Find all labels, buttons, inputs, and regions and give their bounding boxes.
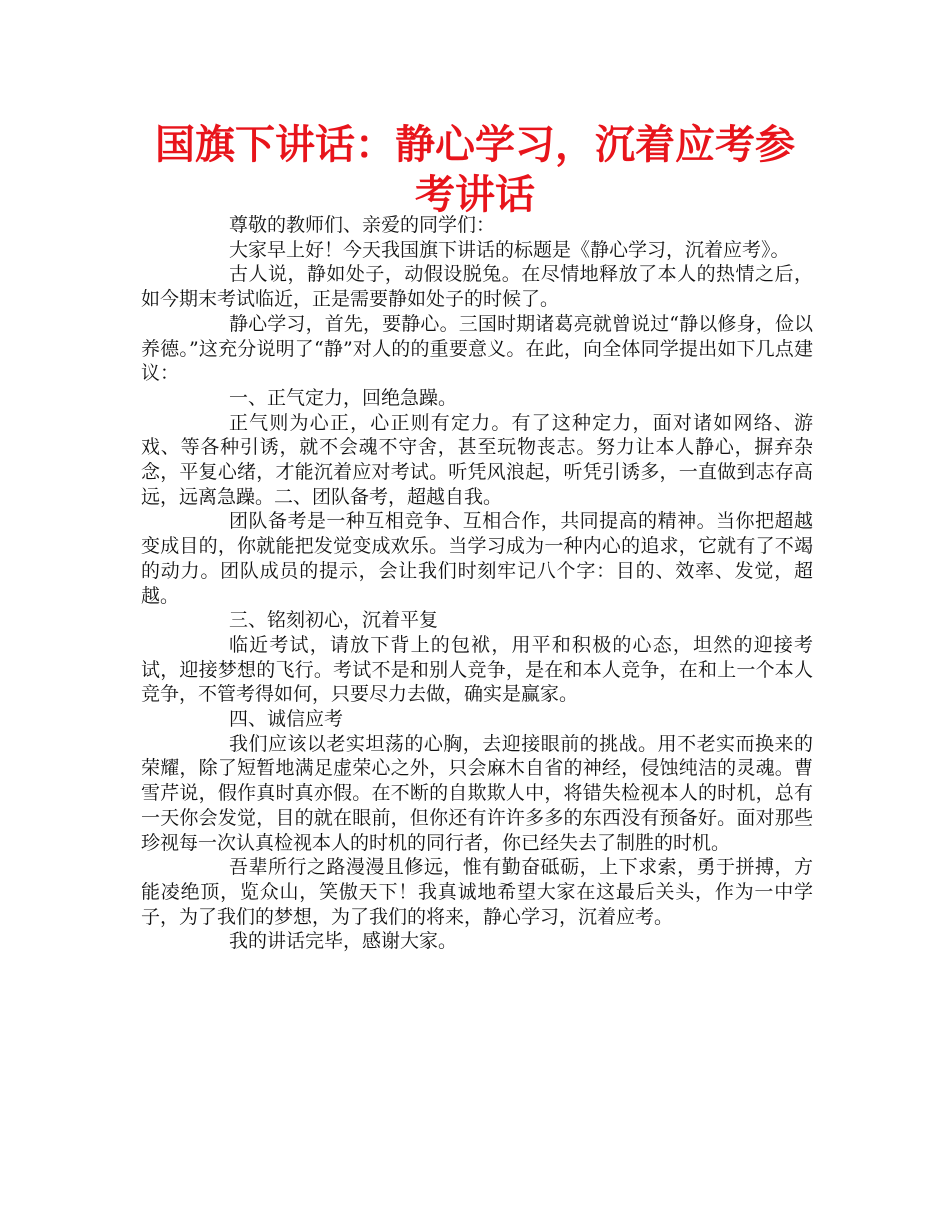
paragraph-heading-1: 一、正气定力，回绝急躁。 <box>229 386 458 409</box>
paragraph-section-2: 团队备考是一种互相竞争、互相合作，共同提高的精神。当你把超越变成目的，你就能把发觉变成欢乐。当学习成为一种内心的追求，它就有了不竭的动力。团队成员的提示，会让我们时刻牢记八个字：目的、效率、发觉，超越。 <box>141 510 813 607</box>
paragraph-section-4: 我们应该以老实坦荡的心胸，去迎接眼前的挑战。用不老实而换来的荣耀，除了短暂地满足虚荣心之外，只会麻木自省的神经，侵蚀纯洁的灵魂。曹雪芹说，假作真时真亦假。在不断的自欺欺人中，将错失检视本人的时机，总有一天你会发觉，目的就在眼前，但你还有许许多多的东西没有预备好。面对那些珍视每一次认真检视本人的时机的同行者，你已经失去了制胜的时机。 <box>141 732 813 854</box>
document-title: 国旗下讲话：静心学习，沉着应考参考讲话 <box>155 122 795 218</box>
paragraph-closing: 我的讲话完毕，感谢大家。 <box>229 930 458 953</box>
paragraph-section-1: 正气则为心正，心正则有定力。有了这种定力，面对诸如网络、游戏、等各种引诱，就不会魂不守舍，甚至玩物丧志。努力让本人静心，摒弃杂念，平复心绪，才能沉着应对考试。听凭风浪起，听凭引诱多，一直做到志存高远，远离急躁。二、团队备考，超越自我。 <box>141 411 813 508</box>
paragraph-heading-4: 四、诚信应考 <box>229 708 344 731</box>
paragraph-salutation: 尊敬的教师们、亲爱的同学们： <box>229 214 496 236</box>
paragraph-greeting: 大家早上好！今天我国旗下讲话的标题是《静心学习，沉着应考》。 <box>229 238 790 261</box>
paragraph-static-mind: 静心学习，首先，要静心。三国时期诸葛亮就曾说过“静以修身，俭以养德。”这充分说明了“静”对人的的重要意义。在此，向全体同学提出如下几点建议： <box>141 312 813 385</box>
document-body <box>141 213 813 954</box>
paragraph-section-3: 临近考试，请放下背上的包袱，用平和积极的心态，坦然的迎接考试，迎接梦想的飞行。考试不是和别人竞争，是在和本人竞争，在和上一个本人竞争，不管考得如何，只要尽力去做，确实是赢家。 <box>141 633 813 706</box>
paragraph-heading-3: 三、铭刻初心，沉着平复 <box>229 609 439 632</box>
paragraph-conclusion: 吾辈所行之路漫漫且修远，惟有勤奋砥砺，上下求索，勇于拼搏，方能凌绝顶，览众山，笑傲天下！我真诚地希望大家在这最后关头，作为一中学子，为了我们的梦想，为了我们的将来，静心学习，沉着应考。 <box>141 856 813 928</box>
paragraph-intro: 古人说，静如处子，动假设脱兔。在尽情地释放了本人的热情之后，如今期末考试临近，正是需要静如处子的时候了。 <box>141 263 813 311</box>
